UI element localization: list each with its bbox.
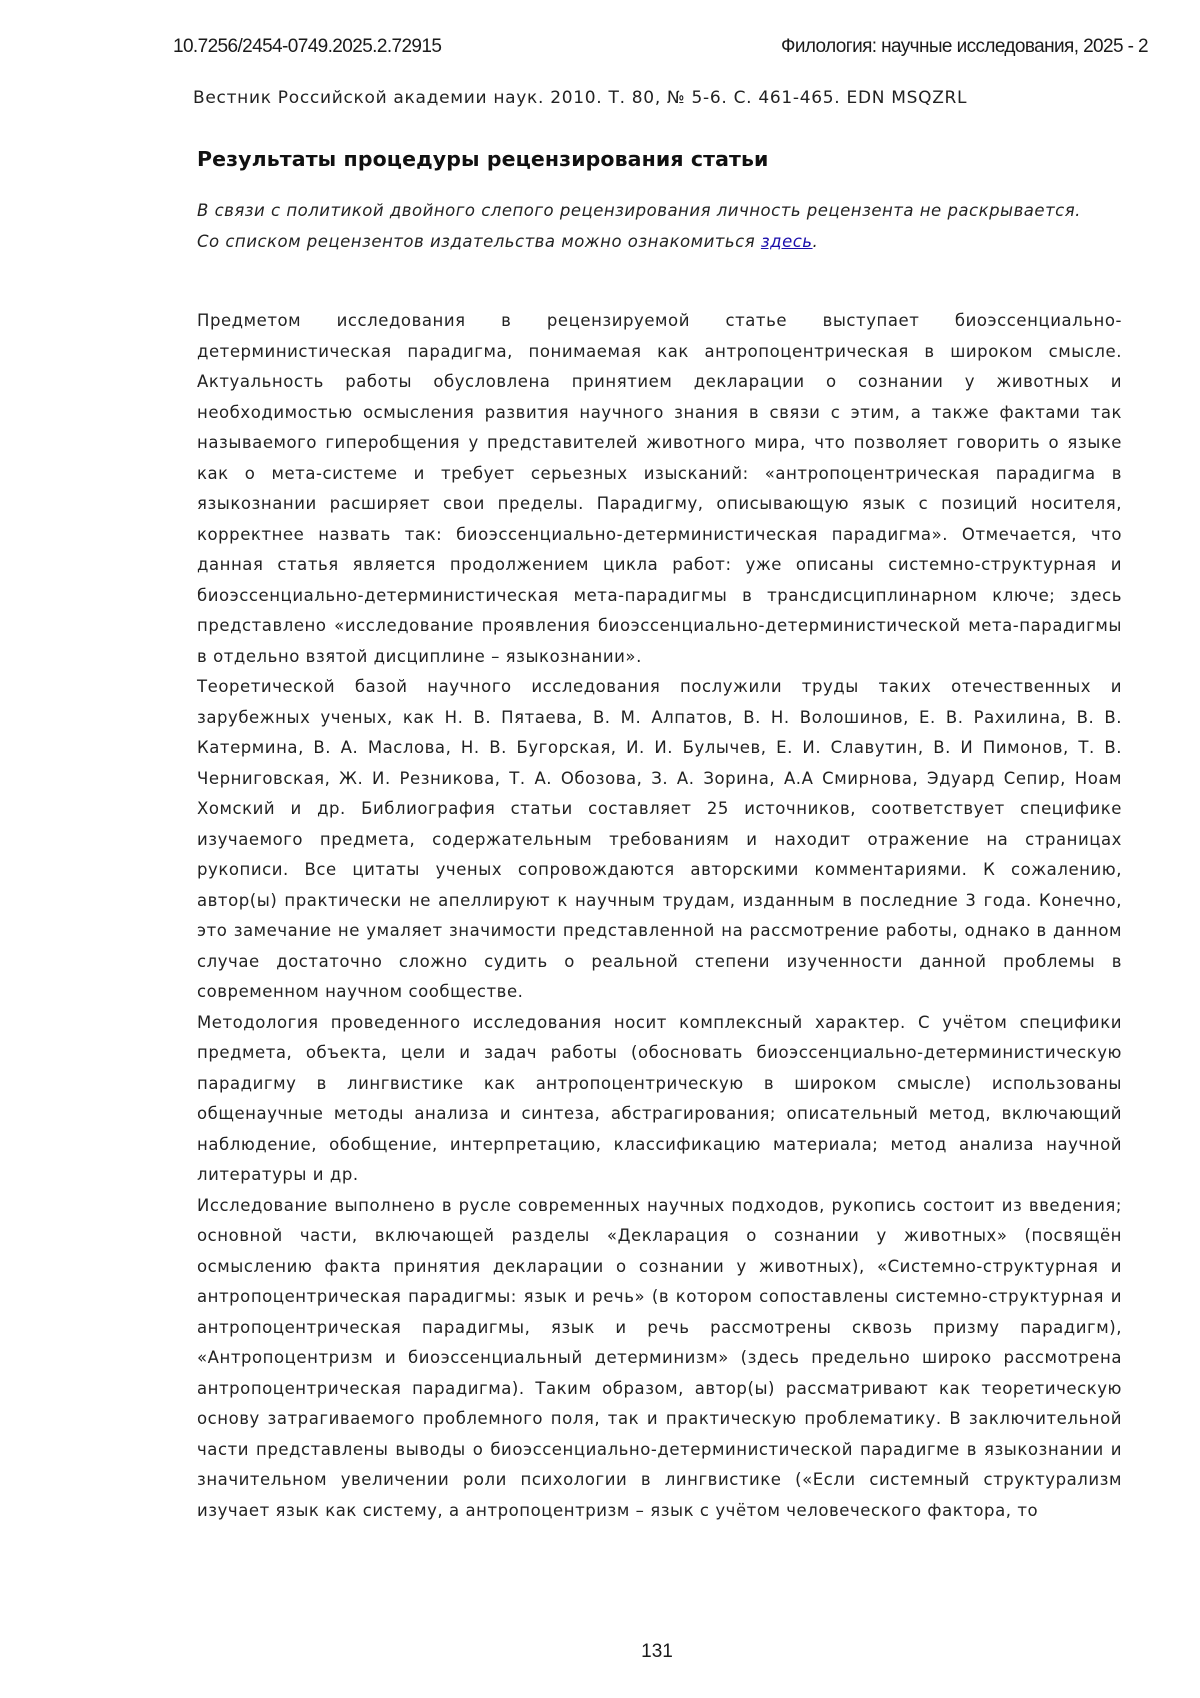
journal-title: Филология: научные исследования, 2025 - 2 bbox=[780, 36, 1148, 57]
running-header bbox=[173, 36, 1148, 60]
doi-text: 10.7256/2454-0749.2025.2.72915 bbox=[173, 36, 442, 57]
page-number: 131 bbox=[641, 1641, 673, 1662]
notice-line-2-prefix: Со списком рецензентов издательства можно ознакомиться bbox=[197, 231, 761, 251]
reference-tail: Вестник Российской академии наук. 2010. Т. 80, № 5-6. С. 461-465. EDN MSQZRL bbox=[193, 88, 968, 108]
review-paragraph-methodology: Методология проведенного исследования носит комплексный характер. С учётом специфики предмета, объекта, цели и задач работы (обосновать биоэссенциально-детерминистическую парадигму в лингвистике как антропоцентрическую в широком смысле) использованы общенаучные методы анализа и синтеза, абстрагирования; описательный метод, включающий наблюдение, обобщение, интерпретацию, классификацию материала; метод анализа научной литературы и др. bbox=[197, 1012, 1122, 1184]
review-body bbox=[197, 306, 1122, 1526]
reviewers-list-link[interactable]: здесь bbox=[760, 231, 813, 251]
review-paragraph-theory: Теоретической базой научного исследования послужили труды таких отечественных и зарубежных ученых, как Н. В. Пятаева, В. М. Алпатов, В. Н. Волошинов, Е. В. Рахилина, В. В. Катермина, В. А. Маслова, Н. В. Бугорская, И. И. Булычев, Е. И. Славутин, В. И Пимонов, Т. В. Черниговская, Ж. И. Резникова, Т. А. Обозова, З. А. Зорина, А.А Смирнова, Эдуард Сепир, Ноам Хомский и др. Библиография статьи составляет 25 источников, соответствует специфике изучаемого предмета, содержательным требованиям и находит отражение на страницах рукописи. Все цитаты ученых сопровождаются авторскими комментариями. К сожалению, автор(ы) практически не апеллируют к научным трудам, изданным в последние 3 года. Конечно, это замечание не умаляет значимости представленной на рассмотрение работы, однако в данном случае достаточно сложно судить о реальной степени изученности данной проблемы в современном научном сообществе. bbox=[197, 677, 1122, 1001]
review-paragraph-structure: Исследование выполнено в русле современных научных подходов, рукопись состоит из введения; основной части, включающей разделы «Декларация о сознании у животных» (посвящён осмыслению факта принятия декларации о сознании у животных), «Системно-структурная и антропоцентрическая парадигмы: язык и речь» (в котором сопоставлены системно-структурная и антропоцентрическая парадигмы, язык и речь рассмотрены сквозь призму парадигм), «Антропоцентризм и биоэссенциальный детерминизм» (здесь предельно широко рассмотрена антропоцентрическая парадигма). Таким образом, автор(ы) рассматривают как теоретическую основу затрагиваемого проблемного поля, так и практическую проблематику. В заключительной части представлены выводы о биоэссенциально-детерминистической парадигме в языкознании и значительном увеличении роли психологии в лингвистике («Если системный структурализм изучает язык как систему, а антропоцентризм – язык с учётом человеческого фактора, то bbox=[197, 1195, 1122, 1520]
notice-line-2 bbox=[197, 227, 1122, 258]
notice-line-1: В связи с политикой двойного слепого рецензирования личность рецензента не раскрывается. bbox=[197, 201, 1081, 220]
review-notice bbox=[197, 196, 1122, 257]
review-paragraph-subject: Предметом исследования в рецензируемой статье выступает биоэссенциально-детерминистическая парадигма, понимаемая как антропоцентрическая в широком смысле. Актуальность работы обусловлена принятием декларации о сознании у животных и необходимостью осмысления развития научного знания в связи с этим, а также фактами так называемого гиперобщения у представителей животного мира, что позволяет говорить о языке как о мета-системе и требует серьезных изысканий: «антропоцентрическая парадигма в языкознании расширяет свои пределы. Парадигму, описывающую язык с позиций носителя, корректнее назвать так: биоэссенциально-детерминистическая парадигма». Отмечается, что данная статья является продолжением цикла работ: уже описаны системно-структурная и биоэссенциально-детерминистическая мета-парадигмы в трансдисциплинарном ключе; здесь представлено «исследование проявления биоэссенциально-детерминистической мета-парадигмы в отдельно взятой дисциплине – языкознании». bbox=[197, 311, 1122, 666]
notice-line-2-suffix: . bbox=[812, 231, 819, 251]
review-section-title: Результаты процедуры рецензирования статьи bbox=[197, 147, 769, 171]
